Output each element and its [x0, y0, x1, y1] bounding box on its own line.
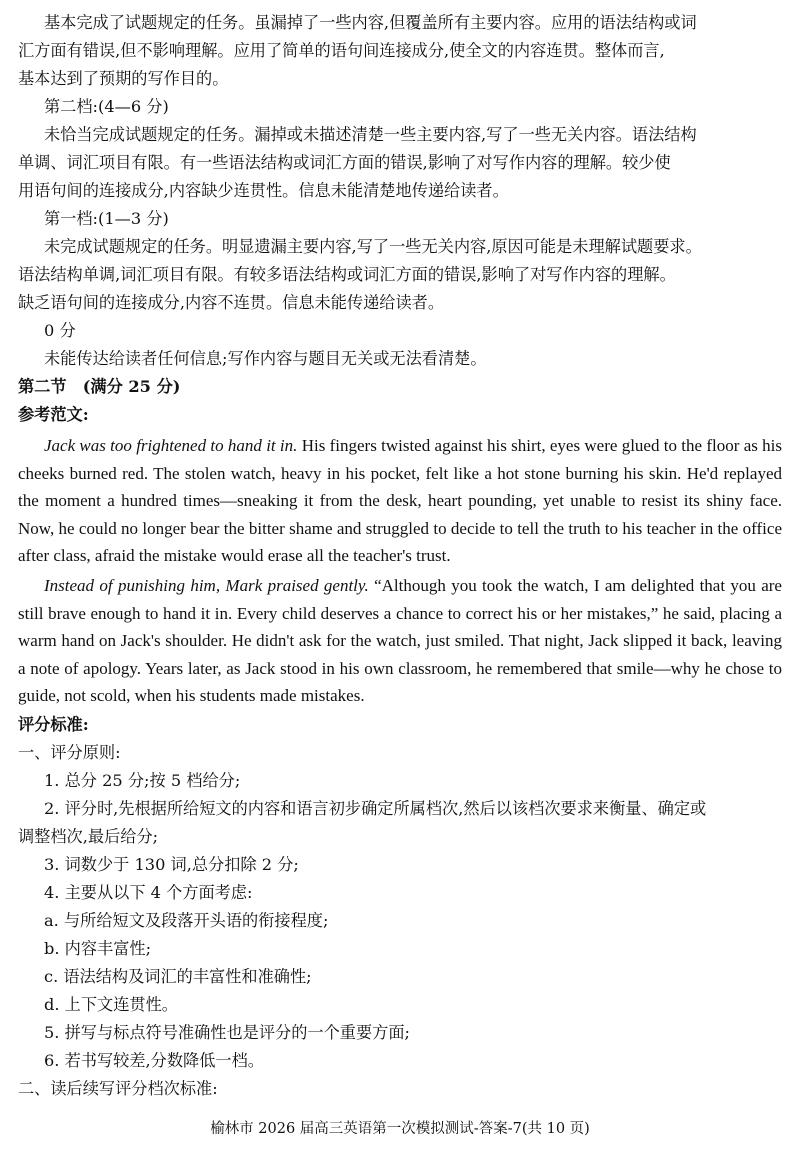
paragraph-1-lead: Jack was too frightened to hand it in. [44, 436, 298, 455]
scoring-item-4a: a. 与所给短文及段落开头语的衔接程度; [44, 911, 329, 930]
scoring-item-2: 2. 评分时,先根据所给短文的内容和语言初步确定所属档次,然后以该档次要求来衡量、确定或 [44, 799, 707, 818]
grade3-line-2: 汇方面有错误,但不影响理解。应用了简单的语句间连接成分,使全文的内容连贯。整体而言, [18, 41, 665, 60]
grade2-line-1: 未恰当完成试题规定的任务。漏掉或未描述清楚一些主要内容,写了一些无关内容。语法结构 [44, 125, 697, 144]
sample-essay-paragraph-1 [18, 432, 782, 570]
grade2-line-2: 单调、词汇项目有限。有一些语法结构或词汇方面的错误,影响了对写作内容的理解。较少使 [18, 153, 671, 172]
scoring-item-2-cont: 调整档次,最后给分; [18, 827, 159, 846]
scoring-heading: 评分标准: [18, 715, 89, 734]
grade2-title: 第二档:(4—6 分) [44, 97, 169, 116]
paragraph-2-body: “Although you took the watch, I am delighted that you are still brave enough to hand it in. Every child deserves a chance to correct his or her mistakes,” he said, placing a warm hand on Jack's shoulder. He didn't ask for the watch, just smiled. That night, Jack slipped it back, leaving a note of apology. Years later, as Jack stood in his own classroom, he remembered that smile—why he chose to guide, not scold, when his students made mistakes. [18, 576, 782, 705]
grade3-line-1: 基本完成了试题规定的任务。虽漏掉了一些内容,但覆盖所有主要内容。应用的语法结构或词 [44, 13, 697, 32]
scoring-item-4b: b. 内容丰富性; [44, 939, 152, 958]
scoring-item-6: 6. 若书写较差,分数降低一档。 [44, 1051, 264, 1070]
scoring-item-4c: c. 语法结构及词汇的丰富性和准确性; [44, 967, 312, 986]
grade0-line: 未能传达给读者任何信息;写作内容与题目无关或无法看清楚。 [44, 349, 487, 368]
scoring-item-3: 3. 词数少于 130 词,总分扣除 2 分; [44, 855, 299, 874]
paragraph-1-body: His fingers twisted against his shirt, eyes were glued to the floor as his cheeks burned red. The stolen watch, heavy in his pocket, felt like a hot stone burning his skin. He'd replayed the moment a hundred times—sneaking it from the desk, heart pounding, yet unable to resist its shiny face. Now, he could no longer bear the bitter shame and struggled to decide to tell the truth to his teacher in the office after class, afraid the mistake would erase all the teacher's trust. [18, 436, 782, 565]
grade1-line-3: 缺乏语句间的连接成分,内容不连贯。信息未能传递给读者。 [18, 293, 445, 312]
sample-essay-paragraph-2 [18, 572, 782, 710]
continuation-criteria-title: 二、读后续写评分档次标准: [18, 1079, 218, 1098]
paragraph-2-lead: Instead of punishing him, Mark praised gently. [44, 576, 369, 595]
scoring-item-5: 5. 拼写与标点符号准确性也是评分的一个重要方面; [44, 1023, 410, 1042]
scoring-item-4d: d. 上下文连贯性。 [44, 995, 178, 1014]
grade1-title: 第一档:(1—3 分) [44, 209, 169, 228]
grade1-line-1: 未完成试题规定的任务。明显遗漏主要内容,写了一些无关内容,原因可能是未理解试题要求。 [44, 237, 702, 256]
grade0-title: 0 分 [44, 321, 76, 340]
scoring-item-1: 1. 总分 25 分;按 5 档给分; [44, 771, 241, 790]
page-footer: 榆林市 2026 届高三英语第一次模拟测试-答案-7(共 10 页) [210, 1121, 590, 1137]
scoring-principles-title: 一、评分原则: [18, 743, 121, 762]
section2-title: 第二节 (满分 25 分) [18, 377, 181, 396]
grade2-line-3: 用语句间的连接成分,内容缺少连贯性。信息未能清楚地传递给读者。 [18, 181, 509, 200]
scoring-item-4: 4. 主要从以下 4 个方面考虑: [44, 883, 253, 902]
sample-essay-heading: 参考范文: [18, 405, 89, 424]
grade1-line-2: 语法结构单调,词汇项目有限。有较多语法结构或词汇方面的错误,影响了对写作内容的理解。 [18, 265, 676, 284]
grade3-line-3: 基本达到了预期的写作目的。 [18, 69, 229, 88]
